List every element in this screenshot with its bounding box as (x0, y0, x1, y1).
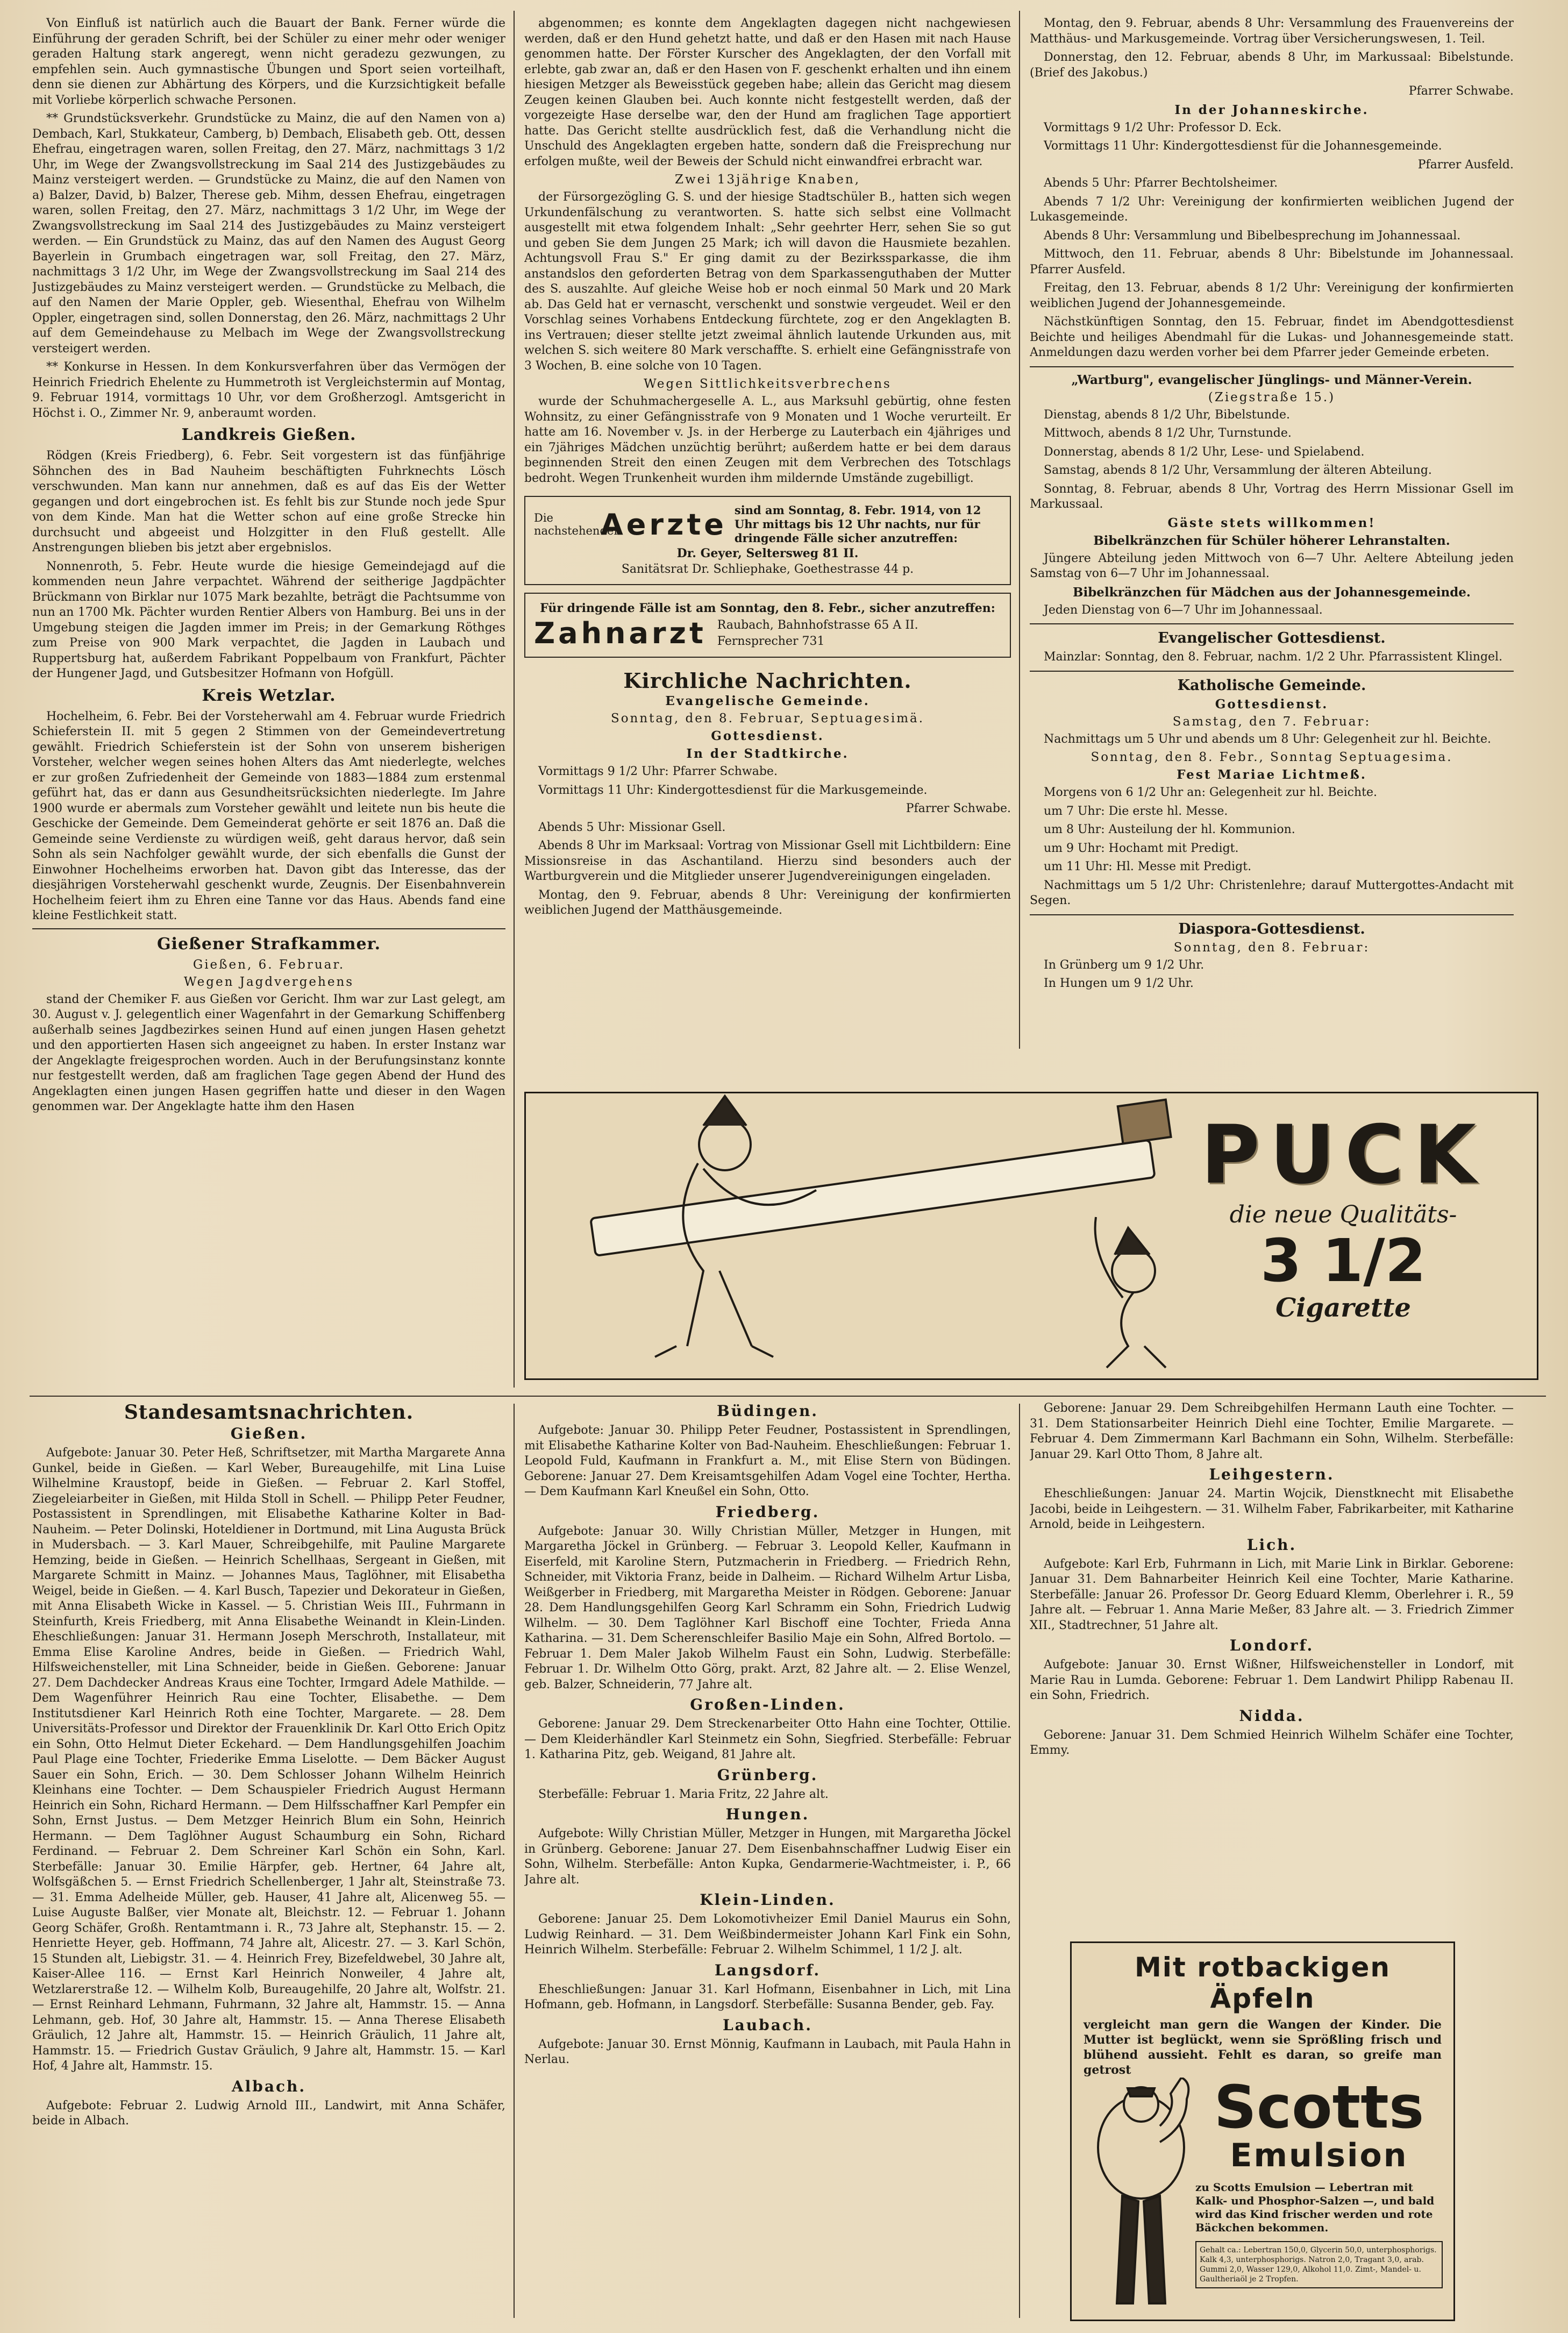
subheading: Gottesdienst. (1215, 696, 1329, 712)
standesamt-entry: Aufgebote: Februar 2. Ludwig Arnold III., Landwirt, mit Anna Schäfer, beide in Albach. (32, 2099, 505, 2128)
aerzte-doctor: Dr. Geyer, Seltersweg 81 II. (676, 546, 859, 560)
church-line: Vormittags 9 1/2 Uhr: Pfarrer Schwabe. (538, 765, 778, 778)
subheading: Evangelischer Gottesdienst. (1158, 630, 1386, 646)
article-paragraph: ** Konkurse in Hessen. In dem Konkursverfahren über das Vermögen der Heinrich Friedrich Ehelente zu Hummetroth ist Vergleichstermin auf Montag, 9. Februar 1914, vormittags 10 Uhr, vor dem Großherzogl. Amtsgericht in Höchst i. O., Zimmer Nr. 9, anberaumt worden. (32, 360, 505, 420)
church-line: Vormittags 11 Uhr: Kindergottesdienst für die Johannesgemeinde. (1044, 139, 1442, 153)
zahnarzt-notice (524, 593, 1011, 658)
article-paragraph: Hochelheim, 6. Febr. Bei der Vorsteherwahl am 4. Februar wurde Friedrich Schieferstein II. mit 5 gegen 2 Stimmen von der Gemeindevertretung gewählt. Friedrich Schieferstein ist der Sohn von unserem bisherigen Vorsteher, welcher wegen seines hohen Alters das Amt niederlegte, welches er zur großen Zufriedenheit der Gemeinde von 1883—1884 zum erstenmal geführt hat, das er dann aus Gesundheitsrücksichten niederlegte. Im Jahre 1900 wurde er abermals zum Vorsteher gewählt und leitete nun bis heute die Geschicke der Gemeinde. Dem Gemeinderat gehörte er seit 1876 an. Daß die Gemeinde seine Verdienste zu würdigen weiß, geht daraus hervor, daß sein Sohn als sein Nachfolger gewählt wurde, der sich ebenfalls die Gunst der Einwohner Hochelheims erworben hat. Davon gibt das Interesse, das der diesjährigen Vorsteherwahl geschenkt wurde, Zeugnis. Der Eisenbahnverein Hochelheim feiert ihm zu Ehren eine Tanne vor das Haus. Abends fand eine kleine Festlichkeit statt. (32, 709, 505, 922)
column-1 (32, 16, 505, 1388)
column-2 (524, 16, 1011, 1086)
cigarette-graphic (590, 1100, 1171, 1256)
church-line: Nachmittags um 5 Uhr und abends um 8 Uhr: Gelegenheit zur hl. Beichte. (1044, 732, 1491, 746)
standesamt-column-1 (32, 1401, 505, 2321)
church-line: um 7 Uhr: Die erste hl. Messe. (1044, 804, 1228, 818)
section-rule (30, 1396, 1546, 1397)
church-line: Abends 5 Uhr: Missionar Gsell. (538, 820, 726, 834)
dateline: Gießen, 6. Februar. (193, 957, 345, 972)
subheading: In der Stadtkirche. (686, 746, 849, 761)
scotts-brand-sub: Emulsion (1230, 2137, 1408, 2174)
puck-price: 3 1/2 (1260, 1226, 1427, 1295)
standesamt-entry: Sterbefälle: Februar 1. Maria Fritz, 22 Jahre alt. (538, 1787, 829, 1801)
place-heading: Grünberg. (717, 1766, 818, 1784)
church-line: Pfarrer Ausfeld. (1417, 158, 1514, 172)
standesamt-entry: Geborene: Januar 29. Dem Streckenarbeiter Otto Hahn eine Tochter, Ottilie. — Dem Kleiderhändler Karl Steinmetz ein Sohn, Siegfried. Sterbefälle: Februar 1. Katharina Pitz, geb. Weigand, 81 Jahre alt. (524, 1717, 1011, 1761)
section-heading: Landkreis Gießen. (181, 425, 357, 444)
zahnarzt-phone: Fernsprecher 731 (717, 634, 825, 648)
standesamt-entry: Aufgebote: Januar 30. Willy Christian Müller, Metzger in Hungen, mit Margaretha Jöckel in Grünberg. — Februar 3. Leopold Keller, Kaufmann in Eiserfeld, mit Karoline Stern, Putzmacherin in Friedberg. — Friedrich Rehn, Schneider, mit Viktoria Franz, beide in Dalheim. — Richard Wilhelm Artur Lisba, Weißgerber in Friedberg, mit Margaretha Meister in Rödgen. Geborene: Januar 28. Dem Handlungsgehilfen Georg Karl Schramm ein Sohn, Friedrich Ludwig Wilhelm. — 30. Dem Taglöhner Karl Bischoff eine Tochter, Frieda Anna Katharina. — 31. Dem Scherenschleifer Basilio Maje ein Sohn, Alfred Bortolo. — Februar 1. Dem Maler Jakob Wilhelm Faust ein Sohn, Ludwig. Sterbefälle: Februar 1. Dr. Wilhelm Otto Görg, prakt. Arzt, 82 Jahre alt. — 2. Elise Wenzel, geb. Balzer, Schneiderin, 77 Jahre alt. (524, 1524, 1011, 1691)
church-line: In Hungen um 9 1/2 Uhr. (1044, 977, 1194, 990)
church-line: Mainzlar: Sonntag, den 8. Februar, nachm. 1/2 2 Uhr. Pfarrassistent Klingel. (1044, 650, 1503, 664)
zahnarzt-name: Raubach, Bahnhofstrasse 65 A II. (717, 618, 918, 632)
standesamt-entry: Aufgebote: Januar 30. Philipp Peter Feudner, Postassistent in Sprendlingen, mit Elisabethe Katharine Kolter von Bad-Nauheim. Eheschließungen: Februar 1. Leopold Fuld, Kaufmann in Frankfurt a. M., mit Elise Stern von Büdingen. Geborene: Januar 27. Dem Kreisamtsgehilfen Adam Vogel eine Tochter, Hertha. — Dem Kaufmann Karl Kneußel ein Sohn, Otto. (524, 1424, 1011, 1498)
subheading: Zwei 13jährige Knaben, (674, 173, 861, 187)
article-paragraph: Nonnenroth, 5. Febr. Heute wurde die hiesige Gemeindejagd auf die kommenden neun Jahre verpachtet. Während der seitherige Jagdpächter Brückmann von Birklar nur 1075 Mark bezahlte, beträgt die Pachtsumme von nun an 1700 Mk. Pächter wurden Rentier Albers von Hamburg. Bei uns in der Umgebung steigen die Jagden immer im Preis; in der Gemarkung Röthges zum Preise von 900 Mark verpachtet, die Jagden in Laubach und Ruppertsburg hat, außerdem Fabrikant Poppelbaum von Frankfurt, Pächter der Hungener Jagd, und Gutsbesitzer Hofmann von Hofgüll. (32, 559, 505, 680)
subheading: Evangelische Gemeinde. (665, 694, 870, 708)
standesamt-entry: Geborene: Januar 29. Dem Schreibgehilfen Hermann Lauth eine Tochter. — 31. Dem Stationsarbeiter Heinrich Diehl eine Tochter, Emilie Margarete. — Februar 4. Dem Zimmermann Karl Bachmann ein Sohn, Wilhelm. Sterbefälle: Januar 29. Karl Otto Thom, 8 Jahre alt. (1030, 1402, 1514, 1461)
standesamt-column-2 (524, 1401, 1011, 2321)
church-line: Abends 7 1/2 Uhr: Vereinigung der konfirmierten weiblichen Jugend der Lukasgemeinde. (1030, 195, 1514, 224)
column-rule (514, 11, 515, 1388)
standesamt-entry: Eheschließungen: Januar 24. Martin Wojcik, Dienstknecht mit Elisabethe Jacobi, beide in Leihgestern. — 31. Wilhelm Faber, Fabrikarbeiter, mit Katharine Arnold, beide in Leihgestern. (1030, 1487, 1514, 1531)
subheading: Diaspora-Gottesdienst. (1178, 920, 1365, 937)
article-paragraph: abgenommen; es konnte dem Angeklagten dagegen nicht nachgewiesen werden, daß er den Hund gehetzt hatte, und daß er den Hasen mit nach Hause genommen hatte. Der Förster Kurscher des Angeklagten, der den Vorfall mit erlebte, gab zwar an, daß er den Hasen von F. geschenkt erhalten und ihn einem hiesigen Metzger als Beweisstück gegeben habe; allein das Gericht mag diesem Zeugen keinen Glauben bei. Auch konnte nicht festgestellt werden, daß der vorgezeigte Hase derselbe war, den der Hund am fraglichen Tage apportiert hatte. Das Gericht stellte ausdrücklich fest, daß die Verhandlung nicht die Unschuld des Angeklagten ergeben hatte, sondern daß die Freisprechung nur erfolgen mußte, weil der Beweis der Schuld nicht einwandfrei erbracht war. (524, 17, 1011, 168)
church-line: Sonntag, 8. Februar, abends 8 Uhr, Vortrag des Herrn Missionar Gsell im Markussaal. (1030, 482, 1514, 511)
article-paragraph: ** Grundstücksverkehr. Grundstücke zu Mainz, die auf den Namen von a) Dembach, Karl, Stukkateur, Camberg, b) Dembach, Elisabeth geb. Ott, dessen Ehefrau, eingetragen waren, sollen Freitag, den 27. März, nachmittags 3 1/2 Uhr, im Wege der Zwangsvollstreckung im Saal 214 des Justizgebäudes zu Mainz versteigert werden. — Grundstücke zu Mainz, die auf den Namen von a) Balzer, David, b) Balzer, Therese geb. Mihm, dessen Ehefrau, eingetragen waren, sollen Freitag, den 27. März, nachmittags 3 1/2 Uhr, im Wege der Zwangsvollstreckung im Saal 214 des Justizgebäudes zu Mainz versteigert werden. — Ein Grundstück zu Mainz, das auf den Namen des August Georg Bayerlein in Grumbach eingetragen war, soll Freitag, den 27. März, nachmittags 3 1/2 Uhr, im Wege der Zwangsvollstreckung im Saal 214 des Justizgebäudes zu Mainz versteigert werden. — Grundstücke zu Melbach, die auf den Namen der Marie Oppler, geb. Wiesenthal, Ehefrau von Wilhelm Oppler, eingetragen sind, sollen Donnerstag, den 26. März, nachmittags 2 Uhr auf dem Gemeindehause zu Melbach im Wege der Zwangsvollstreckung versteigert werden. (32, 112, 505, 355)
standesamt-entry: Aufgebote: Karl Erb, Fuhrmann in Lich, mit Marie Link in Birklar. Geborene: Januar 31. Dem Bahnarbeiter Heinrich Keil eine Tochter, Marie Katharine. Sterbefälle: Januar 26. Professor Dr. Georg Eduard Klemm, Oberlehrer i. R., 59 Jahre alt. — Februar 1. Anna Marie Meßer, 83 Jahre alt. — 3. Friedrich Zimmer XII., Stadtrechner, 51 Jahre alt. (1030, 1557, 1514, 1632)
subheading: In der Johanneskirche. (1174, 102, 1369, 117)
subheading: Bibelkränzchen für Mädchen aus der Johannesgemeinde. (1073, 585, 1471, 600)
standesamt-column-3 (1030, 1401, 1514, 1928)
subheading: Sonntag, den 8. Febr., Sonntag Septuagesima. (1091, 750, 1453, 764)
column-rule (1019, 1404, 1020, 2318)
scotts-sub: zu Scotts Emulsion — Lebertran mit Kalk- und Phosphor-Salzen —, und bald wird das Kind frischer werden und rote Bäckchen bekommen. (1195, 2181, 1435, 2234)
standesamt-entry: Aufgebote: Willy Christian Müller, Metzger in Hungen, mit Margaretha Jöckel in Grünberg. Geborene: Januar 27. Dem Eisenbahnschaffner Ludwig Eiser ein Sohn, Wilhelm. Sterbefälle: Anton Kupka, Gendarmerie-Wachtmeister, i. P., 66 Jahre alt. (524, 1827, 1011, 1887)
subheading: Gottesdienst. (711, 729, 824, 743)
place-heading: Albach. (231, 2077, 307, 2095)
section-heading: Gießener Strafkammer. (32, 928, 505, 954)
article-paragraph: der Fürsorgezögling G. S. und der hiesige Stadtschüler B., hatten sich wegen Urkundenfälschung zu verantworten. S. hatte sich selbst eine Vollmacht ausgestellt mit etwa folgendem Inhalt: „Sehr geehrter Herr, sehen Sie so gut und geben Sie dem Jungen 25 Mark; ich will davon die Hausmiete bezahlen. Achtungsvoll Frau S." Er ging damit zu der Bezirkssparkasse, die ihm anstandslos den geforderten Betrag von dem Sparkassenguthaben der Mutter des S. auszahlte. Auf gleiche Weise hob er noch einmal 50 Mark und 20 Mark ab. Das Geld hat er vernascht, verschenkt und sonstwie vergeudet. Weil er den Vorschlag seines Vorhabens Entdeckung fürchtete, zog er den Angeklagten B. ins Vertrauen; dieser stellte jetzt zweimal ähnlich lautende Urkunden aus, mit welchen S. sich weitere 80 Mark verschaffte. S. erhielt eine Gefängnisstrafe von 3 Wochen, B. eine solche von 10 Tagen. (524, 190, 1011, 373)
kirchliche-title: Kirchliche Nachrichten. (623, 668, 912, 693)
place-heading: Gießen. (230, 1425, 308, 1442)
subheading: Fest Mariae Lichtmeß. (1177, 767, 1367, 782)
place-heading: Londorf. (1229, 1637, 1314, 1654)
place-heading: Nidda. (1239, 1706, 1305, 1725)
scotts-body: vergleicht man gern die Wangen der Kinder. Die Mutter ist beglückt, wenn sie Sprößling frisch und blühend aussieht. Fehlt es daran, so greife man getrost (1084, 2018, 1442, 2077)
subheading: Bibelkränzchen für Schüler höherer Lehranstalten. (1093, 533, 1450, 548)
church-line: Freitag, den 13. Februar, abends 8 1/2 Uhr: Vereinigung der konfirmierten weiblichen Jugend der Johannesgemeinde. (1030, 281, 1514, 310)
church-line: Nachmittags um 5 1/2 Uhr: Christenlehre; darauf Muttergottes-Andacht mit Segen. (1030, 878, 1514, 907)
church-line: Dienstag, abends 8 1/2 Uhr, Bibelstunde. (1044, 408, 1291, 422)
scotts-headline: Mit rotbackigen Äpfeln (1135, 1952, 1391, 2014)
church-line: Montag, den 9. Februar, abends 8 Uhr: Vereinigung der konfirmierten weiblichen Jugend der Matthäusgemeinde. (524, 888, 1011, 917)
church-line: Pfarrer Schwabe. (1408, 84, 1514, 98)
church-line: Jeden Dienstag von 6—7 Uhr im Johannessaal. (1044, 603, 1323, 617)
column-rule (1019, 11, 1020, 1049)
scotts-fine: Gehalt ca.: Lebertran 150,0, Glycerin 50,0, unterphosphorigs. Kalk 4,3, unterphosphorigs. Natron 2,0, Tragant 3,0, arab. Gummi 2,0, Wasser 129,0, Alkohol 11,0. Zimt-, Mandel- u. Gaultheriaöl je 2 Tropfen. (1195, 2241, 1443, 2288)
zahnarzt-title: Zahnarzt (534, 616, 707, 650)
puck-product: Cigarette (1275, 1293, 1411, 1323)
church-line: Abends 8 Uhr im Marksaal: Vortrag von Missionar Gsell mit Lichtbildern: Eine Missionsreise in das Aschantiland. Hierzu sind besonders auch der Wartburgverein und die Mitglieder unserer Jugendvereinigungen eingeladen. (524, 839, 1011, 883)
subheading: (Ziegstraße 15.) (1208, 390, 1336, 404)
church-line: Abends 8 Uhr: Versammlung und Bibelbesprechung im Johannessaal. (1044, 229, 1461, 243)
church-line: um 11 Uhr: Hl. Messe mit Predigt. (1044, 860, 1252, 873)
place-heading: Klein-Linden. (700, 1891, 836, 1909)
place-heading: Lich. (1246, 1535, 1297, 1554)
standesamt-entry: Eheschließungen: Januar 31. Karl Hofmann, Eisenbahner in Lich, mit Lina Hofmann, geb. Hofmann, in Langsdorf. Sterbefälle: Susanna Bender, geb. Fay. (524, 1982, 1011, 2011)
aerzte-notice (524, 496, 1011, 585)
church-line: Donnerstag, abends 8 1/2 Uhr, Lese- und Spielabend. (1044, 445, 1365, 459)
church-line: Montag, den 9. Februar, abends 8 Uhr: Versammlung des Frauenvereins der Matthäus- und Markusgemeinde. Vortrag über Versicherungswesen, 1. Teil. (1030, 17, 1514, 46)
place-heading: Leihgestern. (1209, 1466, 1335, 1483)
place-heading: Hungen. (725, 1805, 810, 1823)
church-line: um 8 Uhr: Austeilung der hl. Kommunion. (1044, 823, 1295, 836)
subheading: „Wartburg", evangelischer Jünglings- und Männer-Verein. (1071, 372, 1472, 387)
standesamt-entry: Aufgebote: Januar 30. Peter Heß, Schriftsetzer, mit Martha Margarete Anna Gunkel, beide in Gießen. — Karl Weber, Bureaugehilfe, mit Lina Luise Wilhelmine Kraustopf, beide in Gießen. — Februar 2. Karl Stoffel, Ziegeleiarbeiter in Gießen, mit Hilda Stoll in Schell. — Philipp Peter Feudner, Postassistent in Sprendlingen, mit Elisabethe Katharine Kolter in Bad-Nauheim. — Peter Dolinski, Hoteldiener in Dortmund, mit Lina Augusta Brück in Mudersbach. — 3. Karl Mauer, Schreibgehilfe, mit Pauline Margarete Hemzing, beide in Gießen. — Heinrich Schellhaas, Sergeant in Gießen, mit Margarete Schmitt in Mainz. — Johannes Maus, Taglöhner, mit Elisabetha Weigel, beide in Gießen. — 4. Karl Busch, Tapezier und Dekorateur in Gießen, mit Anna Elisabeth Wicke in Kassel. — 5. Christian Weis III., Fuhrmann in Steinfurth, Kreis Friedberg, mit Anna Elisabethe Weinandt in Klein-Linden. Eheschließungen: Januar 31. Hermann Joseph Merschroth, Installateur, mit Emma Elise Karoline Andres, beide in Gießen. — Friedrich Wahl, Hilfsweichensteller, mit Lina Schneider, beide in Gießen. Geborene: Januar 27. Dem Dachdecker Andreas Kraus eine Tochter, Irmgard Adele Mathilde. — Dem Wagenführer Heinrich Rau eine Tochter, Elisabethe. — Dem Institutsdiener Karl Heinrich Roth eine Tochter, Margarete. — 28. Dem Universitäts-Professor und Direktor der Frauenklinik Dr. Karl Otto Erich Opitz ein Sohn, Otto Helmut Dieter Eckehard. — Dem Handlungsgehilfen Joachim Paul Plage eine Tochter, Friederike Emma Liselotte. — Dem Bäcker August Sauer ein Sohn, Erich. — 30. Dem Schlosser Johann Wilhelm Heinrich Kleinhans eine Tochter. — Dem Schauspieler Friedrich August Hermann Heinrich ein Sohn, Richard Hermann. — Dem Hilfsschaffner Karl Pempfer ein Sohn, Ernst Justus. — Dem Metzger Heinrich Blum ein Sohn, Heinrich Hermann. — Dem Taglöhner August Schaumburg ein Sohn, Richard Ferdinand. — Februar 2. Dem Schreiner Karl Schön ein Sohn, Karl. Sterbefälle: Januar 30. Emilie Härpfer, geb. Hertner, 64 Jahre alt, Wolfsgäßchen 5. — Ernst Friedrich Schellenberger, 1 Jahr alt, Steinstraße 73. — 31. Emma Adelheide Müller, geb. Hauser, 41 Jahre alt, Alicenweg 55. — Luise Auguste Balßer, vier Monate alt, Bleichstr. 12. — Februar 1. Johann Georg Schäfer, Großh. Rentamtmann i. R., 73 Jahre alt, Stephanstr. 15. — 2. Henriette Heyer, geb. Hoffmann, 74 Jahre alt, Alicestr. 27. — 3. Karl Schön, 15 Stunden alt, Liebigstr. 31. — 4. Heinrich Frey, Bizefeldwebel, 30 Jahre alt, Kaiser-Allee 116. — Ernst Karl Heinrich Nonweiler, 4 Jahre alt, Wetzlarerstraße 12. — Wilhelm Kolb, Bureaugehilfe, 20 Jahre alt, Wolfstr. 21. — Ernst Reinhard Lehmann, Fuhrmann, 32 Jahre alt, Hammstr. 15. — Anna Lehmann, geb. Hof, 30 Jahre alt, Hammstr. 15. — Anna Therese Elisabeth Gräulich, 12 Jahre alt, Hammstr. 15. — Heinrich Gräulich, 11 Jahre alt, Hammstr. 15. — Friedrich Gustav Gräulich, 9 Jahre alt, Hammstr. 15. — Karl Hof, 4 Jahre alt, Hammstr. 15. (32, 1446, 505, 2073)
place-heading: Laubach. (722, 2016, 813, 2034)
puck-brand: PUCK (1200, 1108, 1486, 1202)
place-heading: Langsdorf. (714, 1961, 821, 1979)
subheading: Sonntag, den 8. Februar, Septuagesimä. (610, 712, 925, 725)
aerzte-when: sind am Sonntag, 8. Febr. 1914, von 12 Uhr mittags bis 12 Uhr nachts, nur für dringende Fälle sicher anzutreffen: (734, 503, 981, 545)
church-line: um 9 Uhr: Hochamt mit Predigt. (1044, 841, 1239, 855)
church-line: Jüngere Abteilung jeden Mittwoch von 6—7 Uhr. Aeltere Abteilung jeden Samstag von 6—7 Uhr im Johannessaal. (1030, 551, 1514, 580)
aerzte-title: Aerzte (601, 507, 727, 542)
church-line: Nächstkünftigen Sonntag, den 15. Februar, findet im Abendgottesdienst Beichte und heiliges Abendmahl für die Lukas- und Johannesgemeinde statt. Anmeldungen dazu werden vorher bei dem Pfarrer jeder Gemeinde erbeten. (1030, 315, 1514, 359)
church-line: Abends 5 Uhr: Pfarrer Bechtolsheimer. (1044, 176, 1278, 190)
puck-advertisement (524, 1092, 1538, 1380)
standesamt-title: Standesamtsnachrichten. (124, 1401, 414, 1424)
standesamt-entry: Geborene: Januar 31. Dem Schmied Heinrich Wilhelm Schäfer eine Tochter, Emmy. (1030, 1728, 1514, 1757)
goblin-figure (1095, 1217, 1166, 1368)
church-line: Vormittags 11 Uhr: Kindergottesdienst für die Markusgemeinde. (538, 783, 928, 797)
column-3 (1030, 16, 1514, 1086)
zahnarzt-pre: Für dringende Fälle ist am Sonntag, den 8. Febr., sicher anzutreffen: (540, 601, 995, 615)
puck-tagline: die neue Qualitäts- (1229, 1201, 1457, 1228)
standesamt-entry: Aufgebote: Januar 30. Ernst Mönnig, Kaufmann in Laubach, mit Paula Hahn in Nerlau. (524, 2037, 1011, 2066)
subheading: Gäste stets willkommen! (1167, 515, 1376, 530)
aerzte-pre: Die nachstehenden (534, 511, 621, 537)
fisherman-illustration (1079, 2078, 1203, 2314)
article-paragraph: stand der Chemiker F. aus Gießen vor Gericht. Ihm war zur Last gelegt, am 30. August v. J. gelegentlich einer Wagenfahrt in der Gemarkung Schiffenberg außerhalb seines Jagdbezirkes seinen Hund auf einen jungen Hasen gehetzt und den apportierten Hasen sich angeeignet zu haben. In erster Instanz war der Angeklagte freigesprochen worden. Auch in der Berufungsinstanz konnte nur festgestellt werden, daß am fraglichen Tage gegen Abend der Hund des Angeklagten einen jungen Hasen gegriffen hatte und dieser in den Wagen genommen war. Der Angeklagte hatte ihm den Hasen (32, 992, 505, 1113)
article-paragraph: Von Einfluß ist natürlich auch die Bauart der Bank. Ferner würde die Einführung der geraden Schrift, bei der Schüler zu einer mehr oder weniger geraden Haltung stark angeregt, wenn nicht geradezu gezwungen, zu empfehlen sein. Auch gymnastische Übungen und Sport seien vorteilhaft, denn sie dienen zur Abhärtung des Körpers, und die Kurzsichtigkeit befalle mit Vorliebe körperlich schwache Personen. (32, 17, 505, 107)
subheading: Sonntag, den 8. Februar: (1173, 940, 1370, 955)
place-heading: Friedberg. (715, 1503, 820, 1521)
church-line: In Grünberg um 9 1/2 Uhr. (1044, 958, 1204, 972)
subheading: Katholische Gemeinde. (1177, 677, 1366, 694)
standesamt-entry: Geborene: Januar 25. Dem Lokomotivheizer Emil Daniel Maurus ein Sohn, Ludwig Reinhard. — 31. Dem Weißbindermeister Johann Karl Fink ein Sohn, Heinrich Wilhelm. Sterbefälle: Februar 2. Wilhelm Schimmel, 1 1/2 J. alt. (524, 1912, 1011, 1957)
subheading: Wegen Sittlichkeitsverbrechens (644, 377, 892, 391)
article-paragraph: wurde der Schuhmachergeselle A. L., aus Marksuhl gebürtig, ohne festen Wohnsitz, zu einer Gefängnisstrafe von 9 Monaten und 1 Woche verurteilt. Er hatte am 16. November v. Js. in der Herberge zu Lauterbach ein 4jähriges und ein 7jähriges Mädchen unzüchtig berührt; außerdem hatte er bei dem daraus beginnenden Streit den einen Zeugen mit dem Verbrechen des Totschlags bedroht. Wegen Trunkenheit wurden ihm mildernde Umstände zugebilligt. (524, 395, 1011, 485)
scotts-advertisement (1070, 1941, 1455, 2321)
church-line: Pfarrer Schwabe. (906, 802, 1011, 815)
place-heading: Großen-Linden. (690, 1696, 845, 1713)
standesamt-entry: Aufgebote: Januar 30. Ernst Wißner, Hilfsweichensteller in Londorf, mit Marie Rau in Lumda. Geborene: Februar 1. Dem Landwirt Philipp Rabenau II. ein Sohn, Friedrich. (1030, 1658, 1514, 1702)
church-line: Vormittags 9 1/2 Uhr: Professor D. Eck. (1044, 120, 1282, 134)
subheading: Wegen Jagdvergehens (183, 975, 354, 989)
church-line: Donnerstag, den 12. Februar, abends 8 Uhr, im Markussaal: Bibelstunde. (Brief des Jakobus.) (1030, 51, 1514, 80)
aerzte-doctor: Sanitätsrat Dr. Schliephake, Goethestrasse 44 p. (621, 563, 914, 576)
church-line: Mittwoch, abends 8 1/2 Uhr, Turnstunde. (1044, 426, 1292, 440)
church-line: Morgens von 6 1/2 Uhr an: Gelegenheit zur hl. Beichte. (1044, 786, 1377, 799)
scotts-brand: Scotts (1214, 2073, 1424, 2142)
section-heading: Kreis Wetzlar. (202, 686, 336, 705)
place-heading: Büdingen. (716, 1402, 819, 1420)
subheading: Samstag, den 7. Februar: (1172, 714, 1371, 729)
column-rule (514, 1404, 515, 2318)
article-paragraph: Rödgen (Kreis Friedberg), 6. Febr. Seit vorgestern ist das fünfjährige Söhnchen des in Bad Nauheim beschäftigten Fuhrknechts Lösch verschwunden. Man kann nur annehmen, daß es auf das Eis der Wetter gegangen und dort eingebrochen ist. Es fehlt bis zur Stunde noch jede Spur von dem Kinde. Man hat die Wetter schon auf eine große Strecke hin durchsucht und abgeeist und Holzgitter in den Fluß gestellt. Alle Anstrengungen blieben bis jetzt aber ergebnislos. (32, 449, 505, 554)
church-line: Mittwoch, den 11. Februar, abends 8 Uhr: Bibelstunde im Johannessaal. Pfarrer Ausfeld. (1030, 247, 1514, 276)
church-line: Samstag, abends 8 1/2 Uhr, Versammlung der älteren Abteilung. (1044, 464, 1432, 477)
